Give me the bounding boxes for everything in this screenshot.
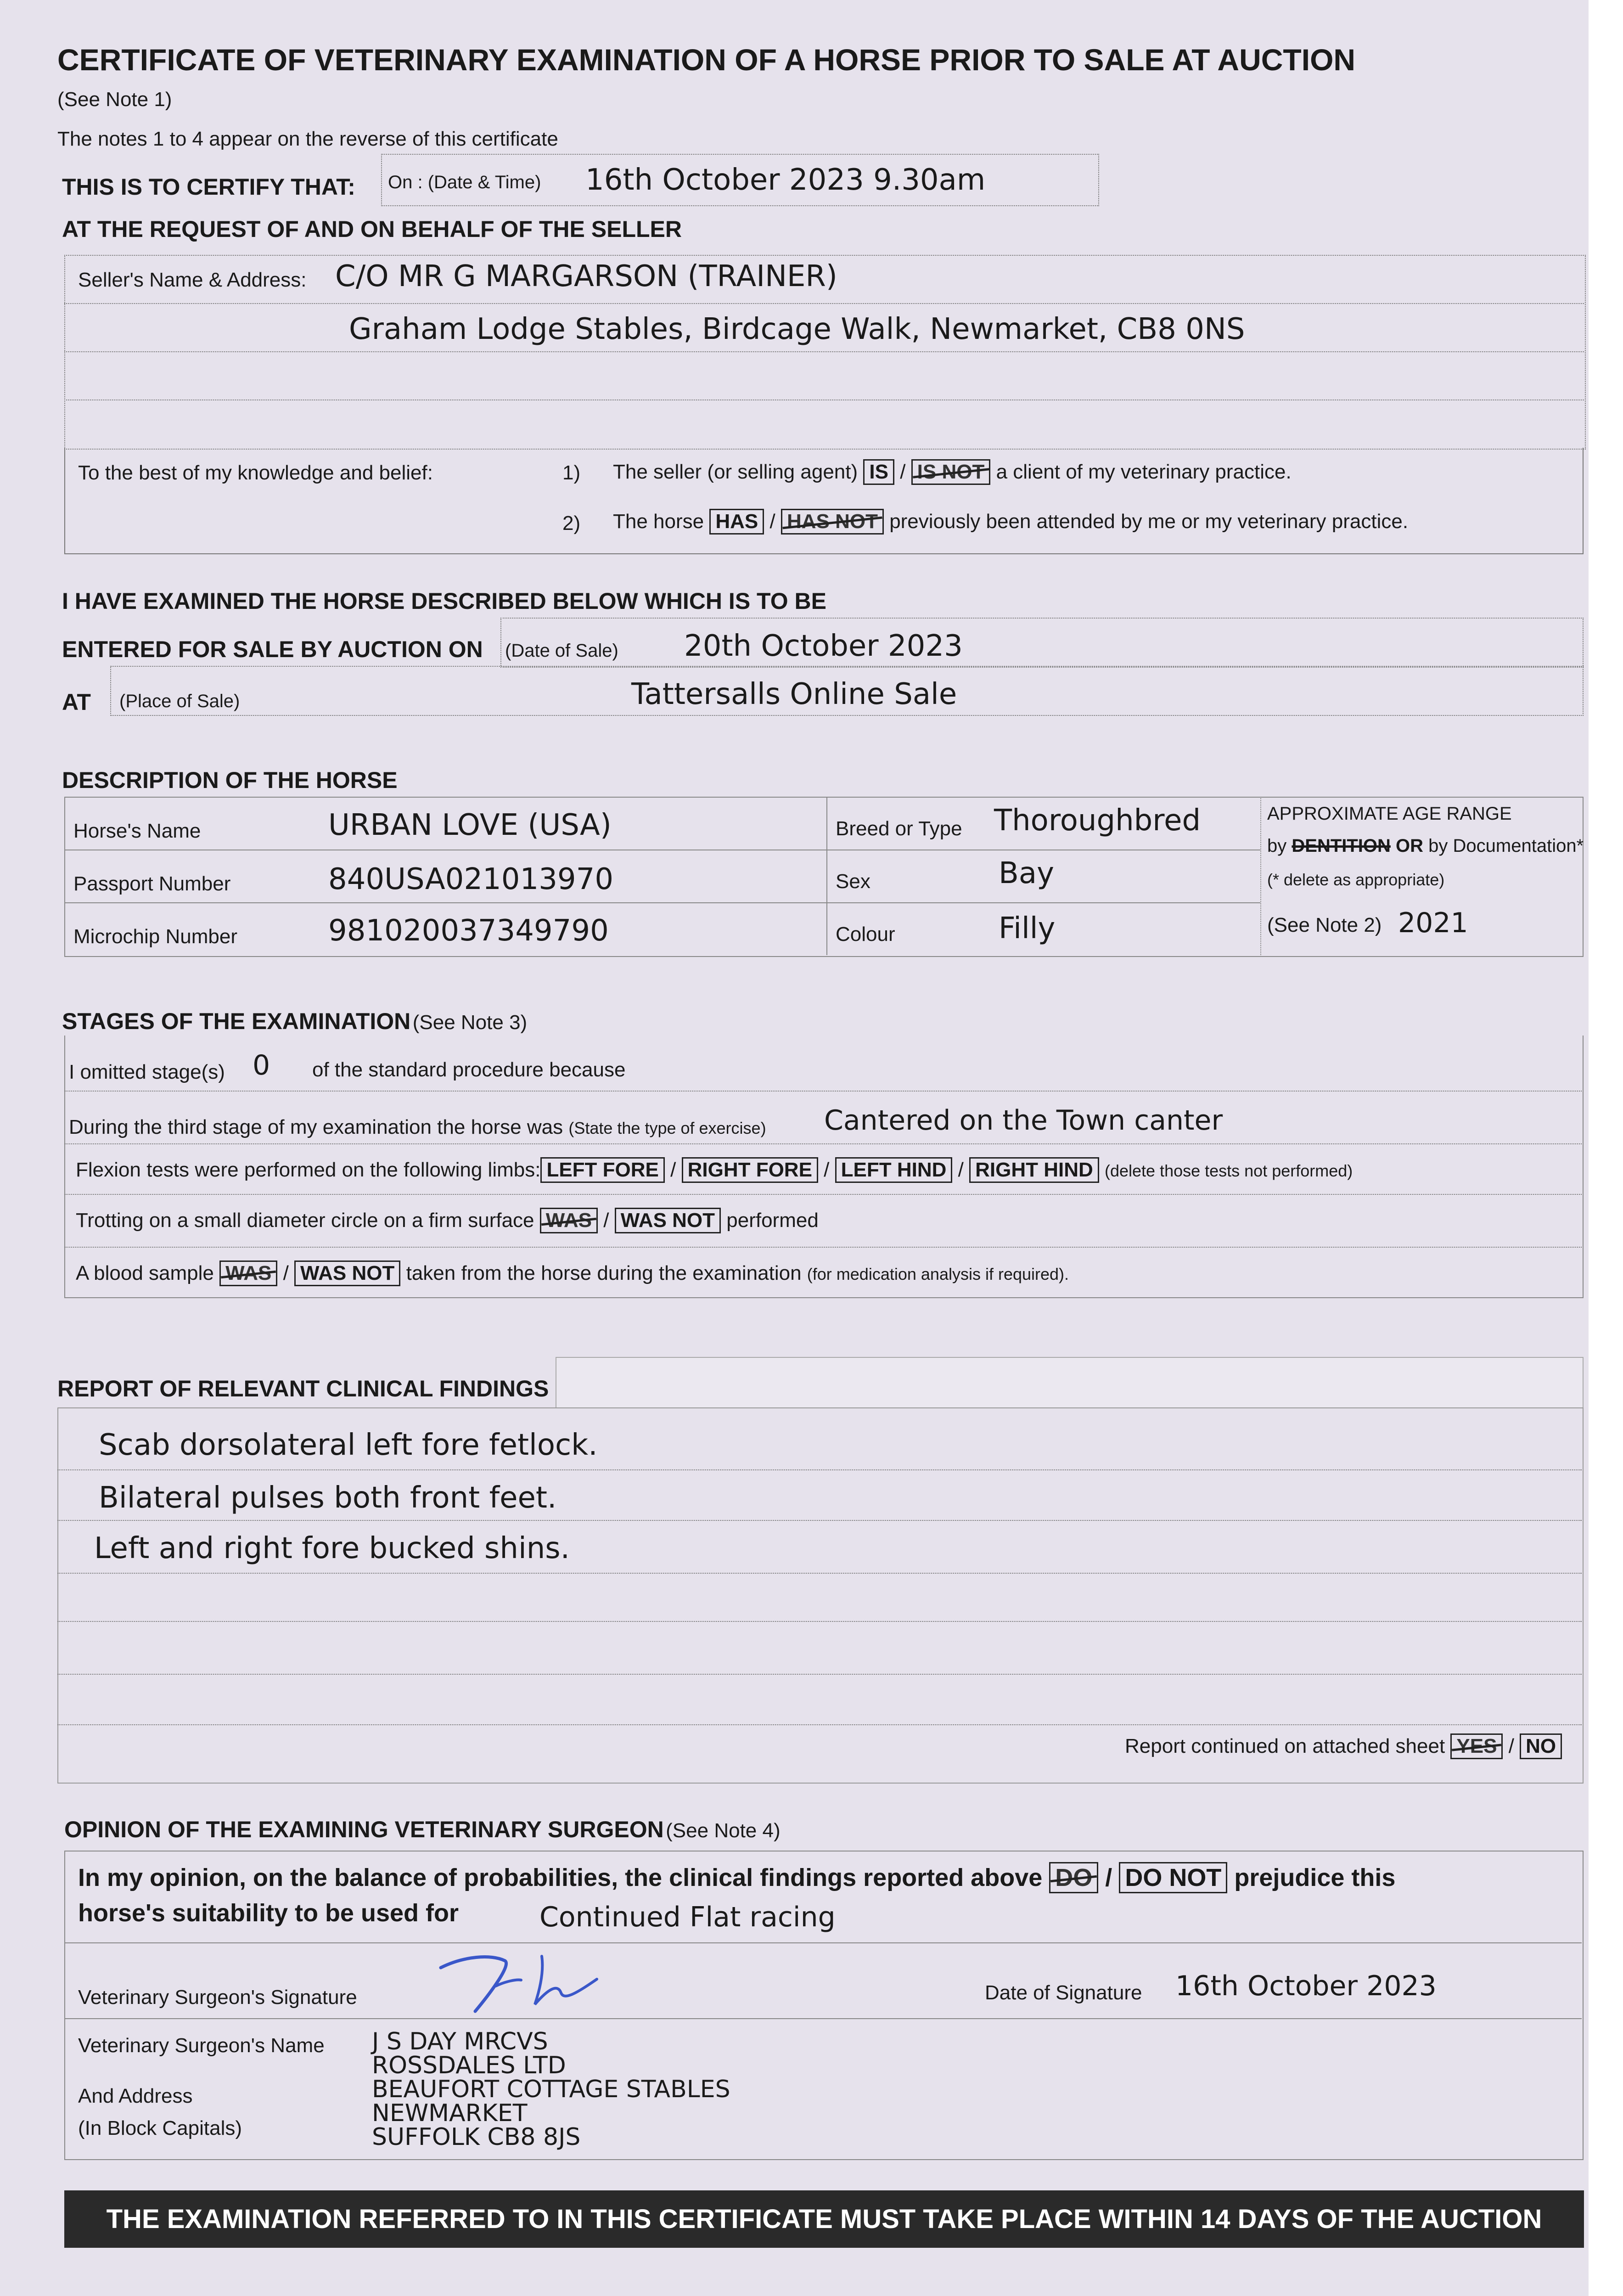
blood-was-not[interactable]: WAS NOT: [294, 1261, 400, 1286]
horse-name-label: Horse's Name: [73, 820, 201, 842]
continued-no[interactable]: NO: [1520, 1733, 1562, 1759]
item1-pre: The seller (or selling agent): [613, 461, 858, 483]
datetime-label: On : (Date & Time): [388, 172, 541, 192]
desc-row-rule-2: [64, 902, 1260, 903]
vet-address-block: [372, 2030, 730, 2149]
age-or: OR: [1396, 836, 1424, 856]
trot-post: performed: [726, 1209, 819, 1232]
age-method-line: [1267, 836, 1584, 856]
blood-small: (for medication analysis if required).: [807, 1265, 1069, 1283]
footer-banner-text: THE EXAMINATION REFERRED TO IN THIS CERTIFICATE MUST TAKE PLACE WITHIN 14 DAYS OF THE AUCTION: [106, 2204, 1542, 2234]
omitted-label: I omitted stage(s): [69, 1061, 225, 1083]
trot-was-not[interactable]: WAS NOT: [615, 1208, 721, 1233]
colour-value[interactable]: Filly: [999, 912, 1056, 945]
age-documentation[interactable]: by Documentation*: [1428, 836, 1584, 856]
omitted-post: of the standard procedure because: [312, 1058, 626, 1081]
item1-number: 1): [562, 461, 581, 484]
opinion-heading-line: [64, 1816, 781, 1843]
microchip-value[interactable]: 981020037349790: [328, 914, 609, 948]
age-heading: APPROXIMATE AGE RANGE: [1267, 804, 1512, 824]
continued-label: Report continued on attached sheet: [1125, 1735, 1445, 1757]
date-signature-value[interactable]: 16th October 2023: [1175, 1970, 1437, 2002]
horse-has-option[interactable]: HAS: [709, 509, 764, 535]
opinion-sep: /: [1105, 1864, 1112, 1891]
opinion-text-line-1: [78, 1862, 1395, 1893]
flexion-sep-1: /: [670, 1159, 676, 1181]
certificate-title: CERTIFICATE OF VETERINARY EXAMINATION OF A HORSE PRIOR TO SALE AT AUCTION: [57, 43, 1356, 77]
item2-number: 2): [562, 512, 581, 535]
flexion-left-hind[interactable]: LEFT HIND: [835, 1157, 953, 1183]
opinion-do-not[interactable]: DO NOT: [1119, 1862, 1227, 1893]
stages-heading: STAGES OF THE EXAMINATION: [62, 1008, 411, 1034]
vet-line-4[interactable]: NEWMARKET: [372, 2099, 528, 2127]
age-delete-note: (* delete as appropriate): [1267, 870, 1445, 889]
blood-line: [76, 1261, 1069, 1286]
date-signature-label: Date of Signature: [985, 1981, 1142, 2004]
continued-sep: /: [1508, 1735, 1514, 1757]
opinion-text-2: horse's suitability to be used for: [78, 1899, 459, 1927]
findings-heading: REPORT OF RELEVANT CLINICAL FINDINGS: [57, 1376, 549, 1401]
exam-datetime-value[interactable]: 16th October 2023 9.30am: [585, 163, 986, 197]
signature-scribble-icon[interactable]: [436, 1947, 638, 2016]
finding-line-2[interactable]: Bilateral pulses both front feet.: [99, 1481, 557, 1515]
signature-label: Veterinary Surgeon's Signature: [78, 1986, 357, 2009]
sale-heading-1: I HAVE EXAMINED THE HORSE DESCRIBED BELOW WHICH IS TO BE: [62, 588, 826, 614]
item1-sep: /: [900, 461, 906, 483]
opinion-use-value[interactable]: Continued Flat racing: [539, 1901, 836, 1933]
opinion-do-struck[interactable]: DO: [1049, 1862, 1098, 1893]
third-stage-small: (State the type of exercise): [568, 1119, 766, 1137]
horse-name-value[interactable]: URBAN LOVE (USA): [328, 808, 612, 842]
continued-yes-struck[interactable]: YES: [1450, 1733, 1503, 1759]
age-by: by: [1267, 836, 1287, 856]
trot-sep: /: [603, 1209, 609, 1232]
trot-label: Trotting on a small diameter circle on a firm surface: [76, 1209, 534, 1232]
passport-label: Passport Number: [73, 872, 231, 895]
see-note-1: (See Note 1): [57, 88, 172, 111]
findings-heading-box: [556, 1357, 1584, 1408]
flexion-label: Flexion tests were performed on the following limbs:: [76, 1159, 541, 1181]
finding-line-3[interactable]: Left and right fore bucked shins.: [94, 1531, 570, 1565]
passport-value[interactable]: 840USA021013970: [328, 862, 614, 896]
seller-is-not-option[interactable]: IS NOT: [911, 459, 991, 485]
seller-label: Seller's Name & Address:: [78, 269, 307, 291]
opinion-see-note-4: (See Note 4): [666, 1819, 781, 1842]
sale-date-label: (Date of Sale): [505, 641, 618, 661]
vet-address-label: And Address: [78, 2085, 193, 2107]
item2-sep: /: [769, 510, 775, 533]
finding-rule-3: [57, 1573, 1582, 1574]
vet-line-1[interactable]: J S DAY MRCVS: [372, 2028, 548, 2055]
vet-line-2[interactable]: ROSSDALES LTD: [372, 2052, 566, 2079]
blood-label: A blood sample: [76, 1262, 214, 1284]
seller-name-value[interactable]: C/O MR G MARGARSON (TRAINER): [335, 259, 837, 293]
seller-address-value[interactable]: Graham Lodge Stables, Birdcage Walk, Newmarket, CB8 0NS: [349, 312, 1245, 346]
sex-value[interactable]: Bay: [999, 856, 1054, 890]
item1-line: [613, 459, 1292, 485]
item2-pre: The horse: [613, 510, 704, 533]
vet-line-3[interactable]: BEAUFORT COTTAGE STABLES: [372, 2076, 730, 2103]
item2-post: previously been attended by me or my veterinary practice.: [889, 510, 1409, 533]
desc-col-rule-2: [1260, 797, 1261, 955]
seller-is-option[interactable]: IS: [863, 459, 894, 485]
item2-line: [613, 509, 1408, 535]
item1-post: a client of my veterinary practice.: [996, 461, 1292, 483]
request-label: AT THE REQUEST OF AND ON BEHALF OF THE SELLER: [62, 216, 682, 242]
stage-rule-4: [64, 1247, 1582, 1248]
breed-label: Breed or Type: [836, 817, 962, 840]
stage-rule-1: [64, 1091, 1582, 1092]
notes-line: The notes 1 to 4 appear on the reverse of this certificate: [57, 128, 558, 150]
flexion-line: [76, 1157, 1353, 1183]
sale-place-label: (Place of Sale): [119, 691, 240, 711]
trot-line: [76, 1208, 819, 1233]
age-see-note-2: (See Note 2): [1267, 914, 1382, 936]
colour-label: Colour: [836, 923, 895, 945]
blood-was-struck[interactable]: WAS: [219, 1261, 277, 1286]
sex-label: Sex: [836, 870, 870, 893]
blood-sep: /: [283, 1262, 289, 1284]
vet-line-5[interactable]: SUFFOLK CB8 8JS: [372, 2123, 581, 2151]
breed-value[interactable]: Thoroughbred: [994, 804, 1201, 838]
finding-line-1[interactable]: Scab dorsolateral left fore fetlock.: [99, 1428, 598, 1462]
sale-place-value[interactable]: Tattersalls Online Sale: [631, 677, 957, 711]
flexion-left-fore[interactable]: LEFT FORE: [540, 1157, 664, 1183]
age-value[interactable]: 2021: [1398, 907, 1468, 939]
finding-rule-4: [57, 1621, 1582, 1622]
finding-rule-5: [57, 1674, 1582, 1675]
trot-was-struck[interactable]: WAS: [540, 1208, 598, 1233]
certify-label: THIS IS TO CERTIFY THAT:: [62, 174, 355, 200]
opinion-rule-2: [64, 2018, 1582, 2019]
stage-rule-2: [64, 1143, 1582, 1144]
omitted-value[interactable]: 0: [253, 1049, 270, 1081]
vet-block-capitals-label: (In Block Capitals): [78, 2117, 242, 2139]
continued-line: [1125, 1733, 1562, 1759]
footer-banner: [64, 2190, 1584, 2248]
opinion-text-1: In my opinion, on the balance of probabilities, the clinical findings reported above: [78, 1864, 1043, 1891]
sale-date-box: [500, 618, 1584, 668]
third-stage-value[interactable]: Cantered on the Town canter: [824, 1104, 1223, 1137]
knowledge-label: To the best of my knowledge and belief:: [78, 461, 433, 484]
horse-has-not-option[interactable]: HAS NOT: [781, 509, 884, 535]
flexion-post: (delete those tests not performed): [1104, 1161, 1353, 1180]
finding-rule-6: [57, 1724, 1582, 1725]
sale-at-label: AT: [62, 689, 91, 715]
stages-see-note-3: (See Note 3): [412, 1011, 528, 1034]
blood-post: taken from the horse during the examination: [406, 1262, 802, 1284]
microchip-label: Microchip Number: [73, 925, 237, 948]
description-heading: DESCRIPTION OF THE HORSE: [62, 767, 398, 793]
seller-rule-2: [64, 351, 1584, 352]
flexion-sep-3: /: [958, 1159, 964, 1181]
flexion-sep-2: /: [824, 1159, 830, 1181]
desc-col-rule-1: [826, 797, 827, 955]
opinion-rule-1: [64, 1942, 1582, 1943]
third-stage-label: During the third stage of my examination the horse was: [69, 1116, 563, 1138]
sale-heading-2: ENTERED FOR SALE BY AUCTION ON: [62, 636, 483, 662]
findings-box: [57, 1407, 1584, 1784]
stage-rule-3: [64, 1194, 1582, 1195]
flexion-right-fore[interactable]: RIGHT FORE: [682, 1157, 818, 1183]
sale-date-value[interactable]: 20th October 2023: [684, 629, 963, 663]
opinion-text-1-post: prejudice this: [1234, 1864, 1396, 1891]
finding-rule-1: [57, 1469, 1582, 1470]
finding-rule-2: [57, 1520, 1582, 1521]
opinion-heading: OPINION OF THE EXAMINING VETERINARY SURGEON: [64, 1817, 664, 1842]
stages-heading-line: [62, 1008, 527, 1035]
age-dentition-struck[interactable]: DENTITION: [1292, 836, 1391, 856]
vet-name-label: Veterinary Surgeon's Name: [78, 2034, 325, 2057]
flexion-right-hind[interactable]: RIGHT HIND: [969, 1157, 1099, 1183]
seller-rule-1: [64, 303, 1584, 304]
third-stage-line: [69, 1116, 766, 1139]
